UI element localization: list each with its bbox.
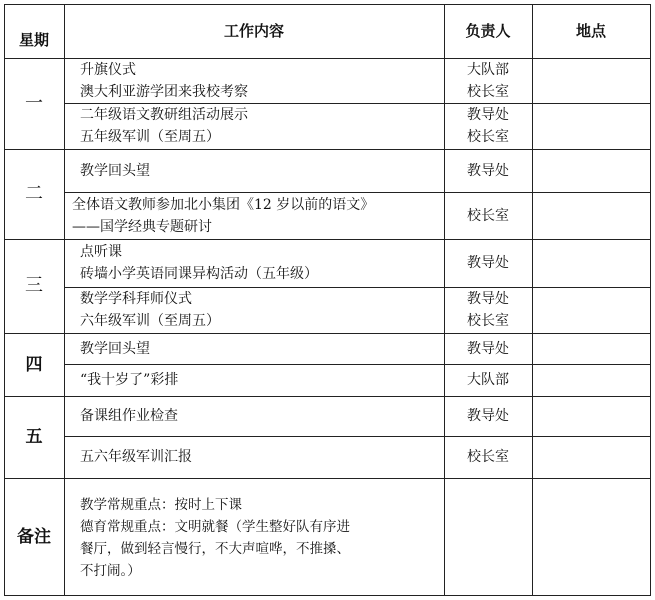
header-person: 负责人 [465,22,511,40]
grid-line [650,4,651,596]
grid-line [64,364,651,365]
content-line: 点听课 [80,244,122,260]
grid-line [4,149,651,150]
person-line: 教导处 [467,340,509,357]
grid-line [4,478,651,479]
tue-row1-content [80,149,440,192]
thu-row1-person [444,333,532,364]
content-line: “我十岁了”彩排 [80,372,179,388]
notes-line: 德育常规重点：文明就餐（学生整好队有序进 [80,519,350,535]
grid-line [532,4,533,596]
grid-line [444,4,445,596]
grid-line [4,4,651,5]
person-line: 大队部 [467,372,509,388]
grid-line [4,333,651,334]
wed-row1-content [80,239,440,287]
grid-line [4,595,651,596]
header-day: 星期 [18,31,49,49]
person-line: 教导处 [467,107,509,123]
content-line: 数学学科拜师仪式 [80,291,192,307]
content-line: 五年级军训（至周五） [80,129,220,145]
grid-line [4,58,651,59]
content-line: 全体语文教师参加北小集团《12 岁以前的语文》 [72,196,375,213]
person-line: 校长室 [467,83,509,100]
content-line: 六年级军训（至周五） [80,313,220,329]
grid-line [64,287,651,288]
tue-row2-content [72,192,444,239]
grid-line [64,192,651,193]
person-line: 教导处 [467,408,509,424]
person-line: 校长室 [467,129,509,145]
fri-row2-person [444,436,532,478]
content-line: ——国学经典专题研讨 [72,218,212,235]
thu-row2-content [80,364,440,396]
day-label-tue: 二 [25,183,43,204]
fri-row2-content [80,436,440,478]
content-line: 澳大利亚游学团来我校考察 [80,83,248,100]
person-line: 教导处 [467,162,509,179]
person-line: 大队部 [467,61,509,78]
tue-row1-person [444,149,532,192]
thu-row2-person [444,364,532,396]
content-line: 砖墙小学英语同课异构活动（五年级） [80,266,318,282]
thu-row1-content [80,333,440,364]
notes-content [80,488,430,588]
person-line: 校长室 [467,449,509,465]
notes-line: 不打闹。） [80,563,141,579]
header-place: 地点 [575,22,606,40]
fri-row1-person [444,396,532,436]
person-line: 校长室 [467,207,509,224]
wed-row2-person [444,287,532,333]
day-label-fri: 五 [25,427,43,447]
header-content: 工作内容 [223,22,284,40]
grid-line [4,396,651,397]
content-line: 教学回头望 [80,162,150,179]
fri-row1-content [80,396,440,436]
person-line: 教导处 [467,291,509,307]
content-line: 升旗仪式 [80,61,136,78]
grid-line [4,4,5,596]
content-line: 教学回头望 [80,340,150,357]
day-label-mon: 一 [25,92,43,114]
grid-line [4,239,651,240]
grid-line [64,103,651,104]
grid-line [64,4,65,596]
content-line: 二年级语文教研组活动展示 [80,107,248,123]
notes-label: 备注 [17,527,51,547]
day-label-thu: 四 [25,354,43,375]
mon-row1-person [444,58,532,103]
content-line: 备课组作业检查 [80,408,178,424]
mon-row1-content [80,58,440,103]
person-line: 校长室 [467,313,509,329]
tue-row2-person [444,192,532,239]
notes-line: 教学常规重点：按时上下课 [80,497,242,513]
person-line: 教导处 [467,255,509,271]
grid-line [64,436,651,437]
wed-row2-content [80,287,440,333]
day-label-wed: 三 [25,275,43,296]
mon-row2-person [444,103,532,149]
notes-line: 餐厅，做到轻言慢行，不大声喧哗，不推搡、 [80,541,350,557]
content-line: 五六年级军训汇报 [80,449,192,465]
mon-row2-content [80,103,440,149]
wed-row1-person [444,239,532,287]
